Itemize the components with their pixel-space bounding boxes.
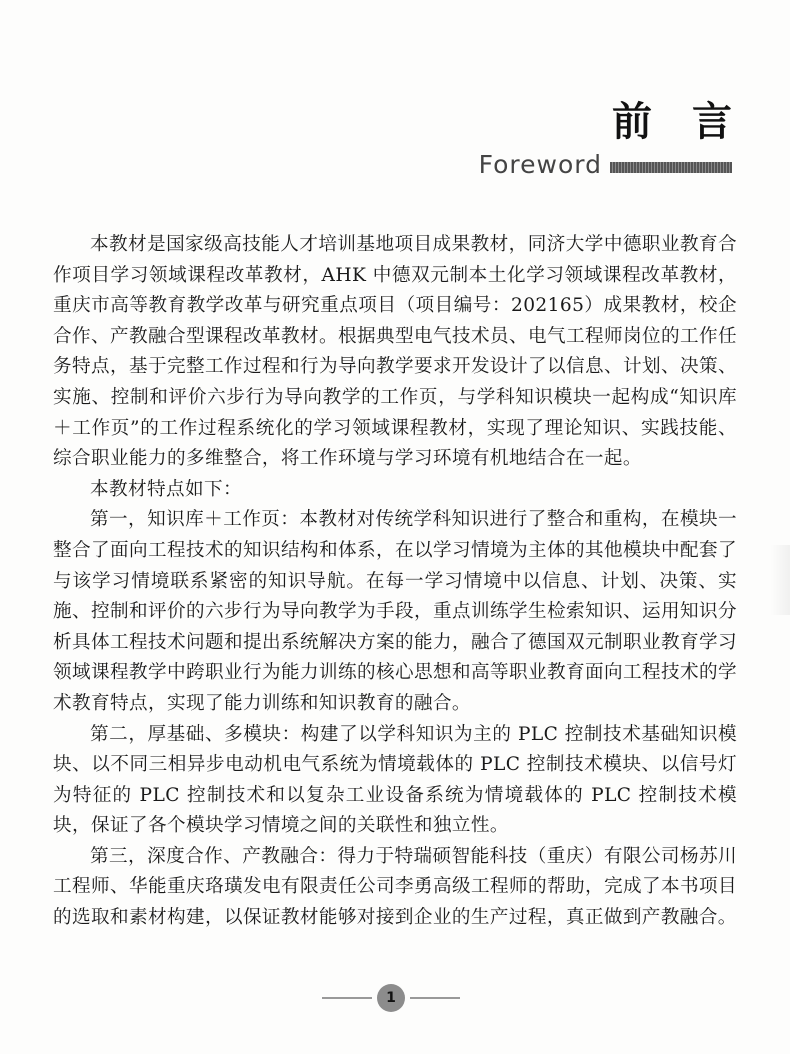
- page-number-badge: 1: [377, 984, 405, 1012]
- chapter-subtitle-row: [479, 150, 732, 180]
- chapter-header: [478, 98, 772, 180]
- body-text: [53, 230, 737, 934]
- decorative-bar: [610, 162, 732, 173]
- chapter-subtitle: Foreword: [478, 150, 602, 179]
- footer-rule-right: [410, 997, 460, 999]
- paragraph-feature-3: 第三，深度合作、产教融合：得力于特瑞硕智能科技（重庆）有限公司杨苏川工程师、华能重庆珞璜发电有限责任公司李勇高级工程师的帮助，完成了本书项目的选取和素材构建，以保证教材能够对接到企业的生产过程，真正做到产教融合。: [53, 845, 737, 929]
- paragraph-features-heading: 本教材特点如下：: [90, 478, 242, 500]
- footer-rule-left: [322, 997, 372, 999]
- chapter-title: 前言: [612, 99, 772, 145]
- page-edge-shadow: [770, 545, 790, 615]
- paragraph-intro: 本教材是国家级高技能人才培训基地项目成果教材，同济大学中德职业教育合作项目学习领域课程改革教材，AHK 中德双元制本土化学习领域课程改革教材，重庆市高等教育教学改革与研究重点项目（项目编号：202165）成果教材，校企合作、产教融合型课程改革教材。根据典型电气技术员、电气工程师岗位的工作任务特点，基于完整工作过程和行为导向教学要求开发设计了以信息、计划、决策、实施、控制和评价六步行为导向教学的工作页，与学科知识模块一起构成“知识库＋工作页”的工作过程系统化的学习领域课程教材，实现了理论知识、实践技能、综合职业能力的多维整合，将工作环境与学习环境有机地结合在一起。: [53, 234, 737, 470]
- paragraph-feature-2: 第二，厚基础、多模块：构建了以学科知识为主的 PLC 控制技术基础知识模块、以不同三相异步电动机电气系统为情境载体的 PLC 控制技术模块、以信号灯为特征的 PLC 控制技术和以复杂工业设备系统为情境载体的 PLC 控制技术模块，保证了各个模块学习情境之间的关联性和独立性。: [53, 723, 737, 837]
- page-footer: [0, 983, 790, 1013]
- paragraph-feature-1: 第一，知识库＋工作页：本教材对传统学科知识进行了整合和重构，在模块一整合了面向工程技术的知识结构和体系，在以学习情境为主体的其他模块中配套了与该学习情境联系紧密的知识导航。在每一学习情境中以信息、计划、决策、实施、控制和评价的六步行为导向教学为手段，重点训练学生检索知识、运用知识分析具体工程技术问题和提出系统解决方案的能力，融合了德国双元制职业教育学习领域课程教学中跨职业行为能力训练的核心思想和高等职业教育面向工程技术的学术教育特点，实现了能力训练和知识教育的融合。: [53, 509, 737, 714]
